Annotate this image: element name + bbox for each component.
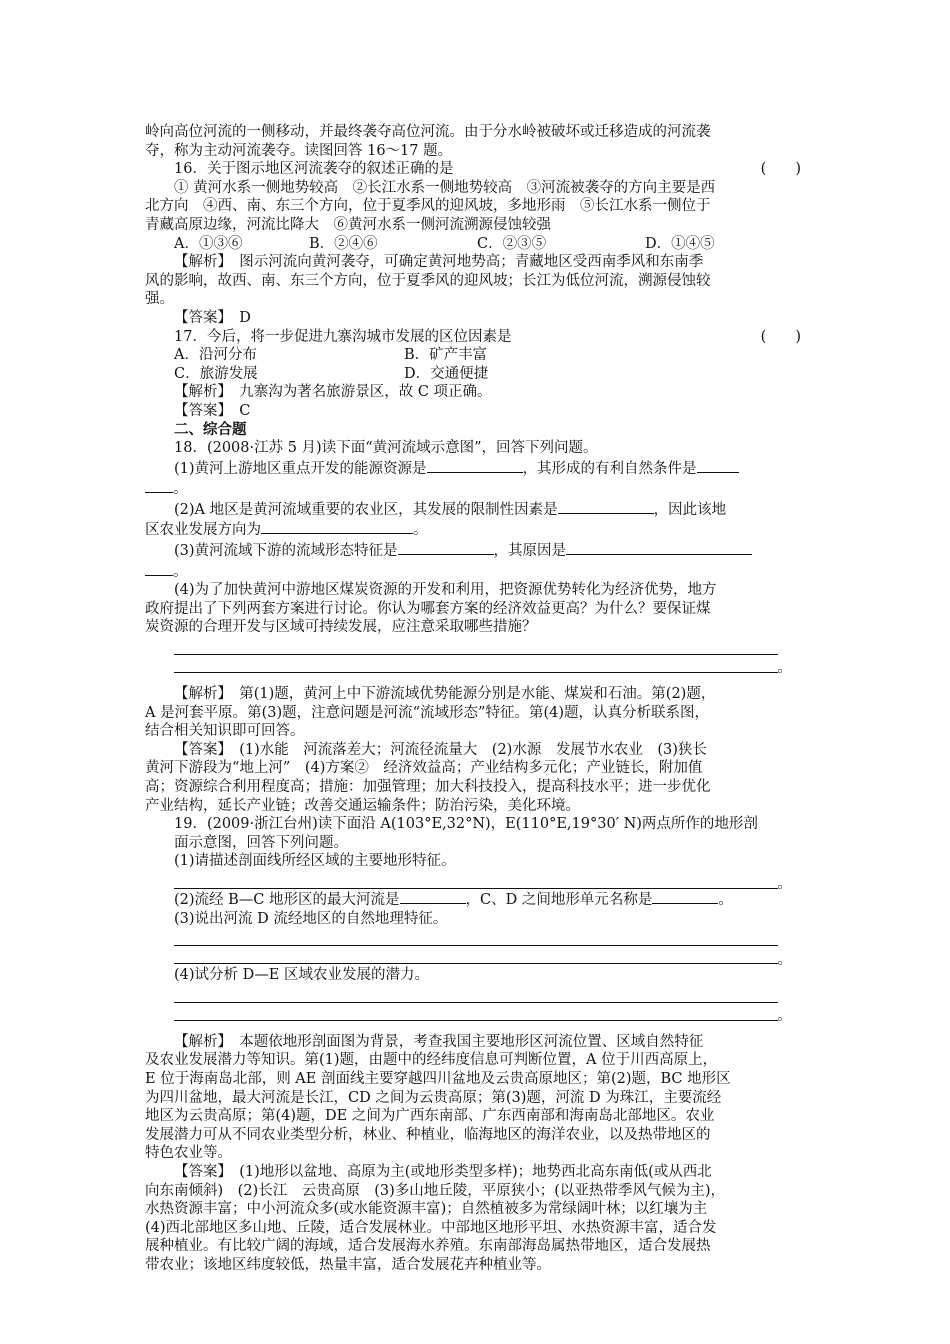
answer-text: C [224,402,251,419]
question-18-analysis: 【解析】 第(1)题，黄河上中下游流域优势能源分别是水能、煤炭和石油。第(2)题， A 是河套平原。第(3)题，注意问题是河流“流域形态”特征。第(4)题，认真分析联系图， 结合相关知识即可回答。 [145,686,716,740]
analysis-label: 【解析】 [174,686,225,703]
answer-line[interactable] [174,871,778,889]
choice-b: B．②④⑥ [309,235,378,252]
question-16-analysis [145,253,813,309]
question-16-answer [145,309,813,328]
answer-blank[interactable] [697,458,739,473]
answer-blank[interactable] [652,889,718,904]
analysis-text: 风的影响，故西、南、东三个方向，位于夏季风的迎风坡；长江为低位河流，溯源侵蚀较 [145,272,711,289]
answer-label: 【答案】 [174,741,225,758]
option-line: ① 黄河水系一侧地势较高 ②长江水系一侧地势较高 ③河流被袭夺的方向主要是西 [174,179,716,196]
answer-blank[interactable] [400,889,466,904]
answer-line[interactable] [174,928,778,946]
answer-bracket: ( ) [760,328,801,345]
question-18-part3-cont: 。 [145,561,813,582]
question-16-options [145,179,813,235]
question-19-part4: (4)试分析 D—E 区域农业发展的潜力。 [174,967,429,984]
choice-a: A．①③⑥ [174,235,243,252]
answer-label: 【答案】 [174,402,225,419]
intro-text [145,123,813,160]
choice-c: C．②③⑤ [477,235,547,252]
choice-a: A．沿河分布 [174,347,257,364]
choice-d: D．①④⑤ [645,235,715,252]
answer-blank[interactable] [427,458,523,473]
question-17-answer [145,402,813,421]
answer-label: 【答案】 [174,1163,225,1180]
answer-line[interactable] [174,1003,778,1021]
answer-blank[interactable] [558,499,654,514]
choice-c: C．旅游发展 [174,365,258,382]
question-19-answer: 【答案】 (1)地形以盆地、高原为主(或地形类型多样)；地势西北高东南低(或从西北 向东南倾斜) (2)长江 云贵高原 (3)多山地丘陵，平原狭小；(以亚热带季风气候为主)， 水热资源丰富；中小河流众多(或水能资源丰富)；自然植被多为常绿阔叶林；以红壤为主 (4)西北部地区多山地、丘陵，适合发展林业。中部地区地形平坦、水热资源丰富，适合发 展种植业。有比较广阔的海域，适合发展海水养殖。东南部海岛属热带地区，适合发展热 带农业；该地区纬度较低，热量丰富，适合发展花卉种植业等。 [145,1163,726,1273]
analysis-label: 【解析】 [174,1033,225,1050]
intro-line: 夺，称为主动河流袭夺。读图回答 16～17 题。 [145,142,453,159]
answer-text: D [224,309,251,326]
option-line: 北方向 ④西、南、东三个方向，位于夏季风的迎风坡，多地形雨 ⑤长江水系一侧位于 [145,198,711,215]
question-18-answer: 【答案】 (1)水能 河流落差大；河流径流量大 (2)水源 发展节水农业 (3)狭长 黄河下游段为“地上河” (4)方案② 经济效益高；产业结构多元化；产业链长，附加值 高；资源综合利用程度高；措施：加强管理；加大科技投入，提高科技水平；进一步优化 产业结构，延长产业链；改善交通运输条件；防治污染，美化环境。 [145,741,711,814]
question-18-part2-cont: 区农业发展方向为 。 [145,519,813,540]
question-18-part1-cont: 。 [145,478,813,499]
intro-line: 岭向高位河流的一侧移动，并最终袭夺高位河流。由于分水岭被破坏或迁移造成的河流袭 [145,124,711,140]
question-16-stem [145,160,813,179]
document-page [145,123,813,1274]
answer-line[interactable] [174,655,778,673]
question-17-analysis [145,383,813,402]
choice-d: D．交通便捷 [404,365,489,382]
answer-blank[interactable] [566,540,752,555]
question-16-choices [145,235,813,254]
analysis-text: 图示河流向黄河袭夺，可确定黄河地势高；青藏地区受西南季风和东南季 [224,254,704,271]
question-18-part4: (4)为了加快黄河中游地区煤炭资源的开发和利用，把资源优势转化为经济优势，地方 政府提出了下列两套方案进行讨论。你认为哪套方案的经济效益更高？为什么？要保证煤 炭资源的合理开发与区域可持续发展，应注意采取哪些措施？ [145,582,717,636]
answer-line[interactable] [174,985,778,1003]
question-18-part1: (1)黄河上游地区重点开发的能源资源是 ，其形成的有利自然条件是 [145,458,813,479]
question-18-part3: (3)黄河流域下游的流域形态特征是 ，其原因是 [145,540,813,561]
answer-label: 【答案】 [174,309,225,326]
answer-line[interactable] [174,946,778,964]
question-19-part3: (3)说出河流 D 流经地区的自然地理特征。 [174,910,448,927]
question-19-stem: 19．(2009·浙江台州)读下面沿 A(103°E,32°N)，E(110°E,19°30′ N)两点所作的地形剖 面示意图，回答下列问题。 [174,816,758,851]
analysis-text: 九寨沟为著名旅游景区，故 C 项正确。 [224,384,492,401]
section-heading: 二、综合题 [174,420,247,438]
question-text: 16．关于图示地区河流袭夺的叙述正确的是 [174,161,454,178]
question-19-part2: (2)流经 B—C 地形区的最大河流是 ，C、D 之间地形单元名称是 。 [145,889,813,910]
analysis-label: 【解析】 [174,254,225,271]
choice-b: B．矿产丰富 [404,347,488,364]
analysis-label: 【解析】 [174,384,225,401]
answer-blank[interactable] [398,540,494,555]
question-17-choices-row1 [145,346,813,365]
question-17-choices-row2 [145,365,813,384]
option-line: 青藏高原边缘，河流比降大 ⑥黄河水系一侧河流溯源侵蚀较强 [145,216,551,233]
question-18-part2: (2)A 地区是黄河流域重要的农业区，其发展的限制性因素是 ，因此该地 [145,499,813,520]
answer-bracket: ( ) [760,161,801,178]
question-19-analysis: 【解析】 本题依地形剖面图为背景，考查我国主要地形区河流位置、区域自然特征 及农业发展潜力等知识。第(1)题，由题中的经纬度信息可判断位置，A 位于川西高原上， E 位于海南岛北部，则 AE 剖面线主要穿越四川盆地及云贵高原地区；第(2)题，BC 地形区 为四川盆地，最大河流是长江，CD 之间为云贵高原；第(3)题，河流 D 为珠江，主要流经 地区为云贵高原；第(4)题，DE 之间为广西东南部、广东西南部和海南岛北部地区。农业 发展潜力可从不同农业类型分析，林业、种植业，临海地区的海洋农业，以及热带地区的 特色农业等。 [145,1033,731,1162]
answer-blank[interactable] [261,519,413,534]
answer-blank[interactable] [145,478,173,493]
question-17-stem [145,328,813,347]
question-18-stem: 18．(2008·江苏 5 月)读下面“黄河流域示意图”，回答下列问题。 [174,440,598,457]
analysis-text: 强。 [145,291,174,308]
question-19-part1: (1)请描述剖面线所经区域的主要地形特征。 [174,853,456,870]
answer-blank[interactable] [145,561,173,576]
answer-line[interactable] [174,637,778,655]
question-text: 17．今后，将一步促进九寨沟城市发展的区位因素是 [174,328,512,345]
